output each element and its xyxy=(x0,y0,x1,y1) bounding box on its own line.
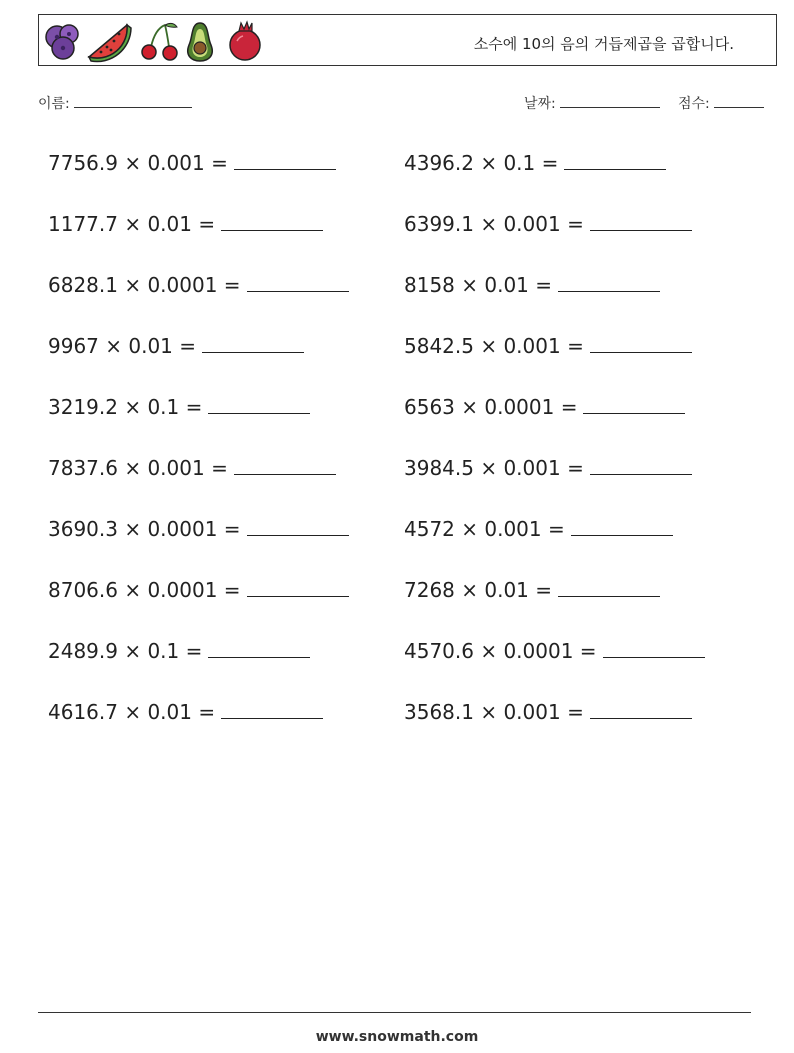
name-label: 이름: xyxy=(38,96,70,112)
problem-text: 3690.3 × 0.0001 = xyxy=(48,517,241,541)
problem-text: 8706.6 × 0.0001 = xyxy=(48,578,241,602)
answer-blank xyxy=(571,517,673,536)
blueberries-icon xyxy=(46,25,78,59)
problem-text: 5842.5 × 0.001 = xyxy=(404,334,584,358)
answer-blank xyxy=(202,334,304,353)
answer-blank xyxy=(234,151,336,170)
score-field xyxy=(678,93,764,113)
name-field xyxy=(38,93,192,113)
problem-item xyxy=(48,700,323,724)
problem-text: 9967 × 0.01 = xyxy=(48,334,197,358)
problem-text: 4572 × 0.001 = xyxy=(404,517,565,541)
problem-text: 3984.5 × 0.001 = xyxy=(404,456,584,480)
problem-item xyxy=(404,700,692,724)
answer-blank xyxy=(583,395,685,414)
answer-blank xyxy=(234,456,336,475)
problem-item xyxy=(48,517,349,541)
pomegranate-icon xyxy=(230,22,260,60)
answer-blank xyxy=(247,273,349,292)
cherries-icon xyxy=(142,23,177,60)
answer-blank xyxy=(208,395,310,414)
answer-blank xyxy=(590,334,692,353)
header-box xyxy=(38,14,777,66)
answer-blank xyxy=(590,212,692,231)
answer-blank xyxy=(564,151,666,170)
answer-blank xyxy=(221,212,323,231)
score-label: 점수: xyxy=(678,96,710,112)
watermelon-icon xyxy=(89,25,131,62)
problem-item xyxy=(404,273,660,297)
avocado-icon xyxy=(188,23,213,61)
problem-text: 1177.7 × 0.01 = xyxy=(48,212,216,236)
footer-divider xyxy=(38,1012,751,1013)
answer-blank xyxy=(558,273,660,292)
score-blank xyxy=(714,93,764,108)
answer-blank xyxy=(221,700,323,719)
problem-text: 4570.6 × 0.0001 = xyxy=(404,639,597,663)
answer-blank xyxy=(247,578,349,597)
answer-blank xyxy=(208,639,310,658)
problem-item xyxy=(404,151,666,175)
worksheet-title: 소수에 10의 음의 거듭제곱을 곱합니다. xyxy=(473,35,734,53)
fruit-icons xyxy=(41,17,271,63)
problem-item xyxy=(404,334,692,358)
answer-blank xyxy=(590,456,692,475)
problem-item xyxy=(404,517,673,541)
problem-item xyxy=(404,395,685,419)
problem-text: 7837.6 × 0.001 = xyxy=(48,456,228,480)
problem-text: 3219.2 × 0.1 = xyxy=(48,395,203,419)
problem-item xyxy=(404,639,705,663)
problem-item xyxy=(48,578,349,602)
problem-item xyxy=(404,212,692,236)
problem-item xyxy=(48,212,323,236)
problem-item xyxy=(48,334,304,358)
problem-text: 4396.2 × 0.1 = xyxy=(404,151,559,175)
problem-item xyxy=(48,456,336,480)
problem-text: 6828.1 × 0.0001 = xyxy=(48,273,241,297)
date-field xyxy=(524,93,660,113)
problem-text: 6563 × 0.0001 = xyxy=(404,395,578,419)
date-blank xyxy=(560,93,660,108)
problem-item xyxy=(48,395,310,419)
problem-item xyxy=(404,456,692,480)
problem-text: 8158 × 0.01 = xyxy=(404,273,553,297)
problem-item xyxy=(404,578,660,602)
problem-text: 4616.7 × 0.01 = xyxy=(48,700,216,724)
problem-item xyxy=(48,151,336,175)
answer-blank xyxy=(603,639,705,658)
problem-text: 6399.1 × 0.001 = xyxy=(404,212,584,236)
problem-text: 3568.1 × 0.001 = xyxy=(404,700,584,724)
name-blank xyxy=(74,93,192,108)
date-label: 날짜: xyxy=(524,96,556,112)
problem-item xyxy=(48,273,349,297)
answer-blank xyxy=(558,578,660,597)
answer-blank xyxy=(590,700,692,719)
problem-text: 2489.9 × 0.1 = xyxy=(48,639,203,663)
answer-blank xyxy=(247,517,349,536)
footer-url: www.snowmath.com xyxy=(315,1029,479,1045)
problem-text: 7268 × 0.01 = xyxy=(404,578,553,602)
problem-text: 7756.9 × 0.001 = xyxy=(48,151,228,175)
problem-item xyxy=(48,639,310,663)
